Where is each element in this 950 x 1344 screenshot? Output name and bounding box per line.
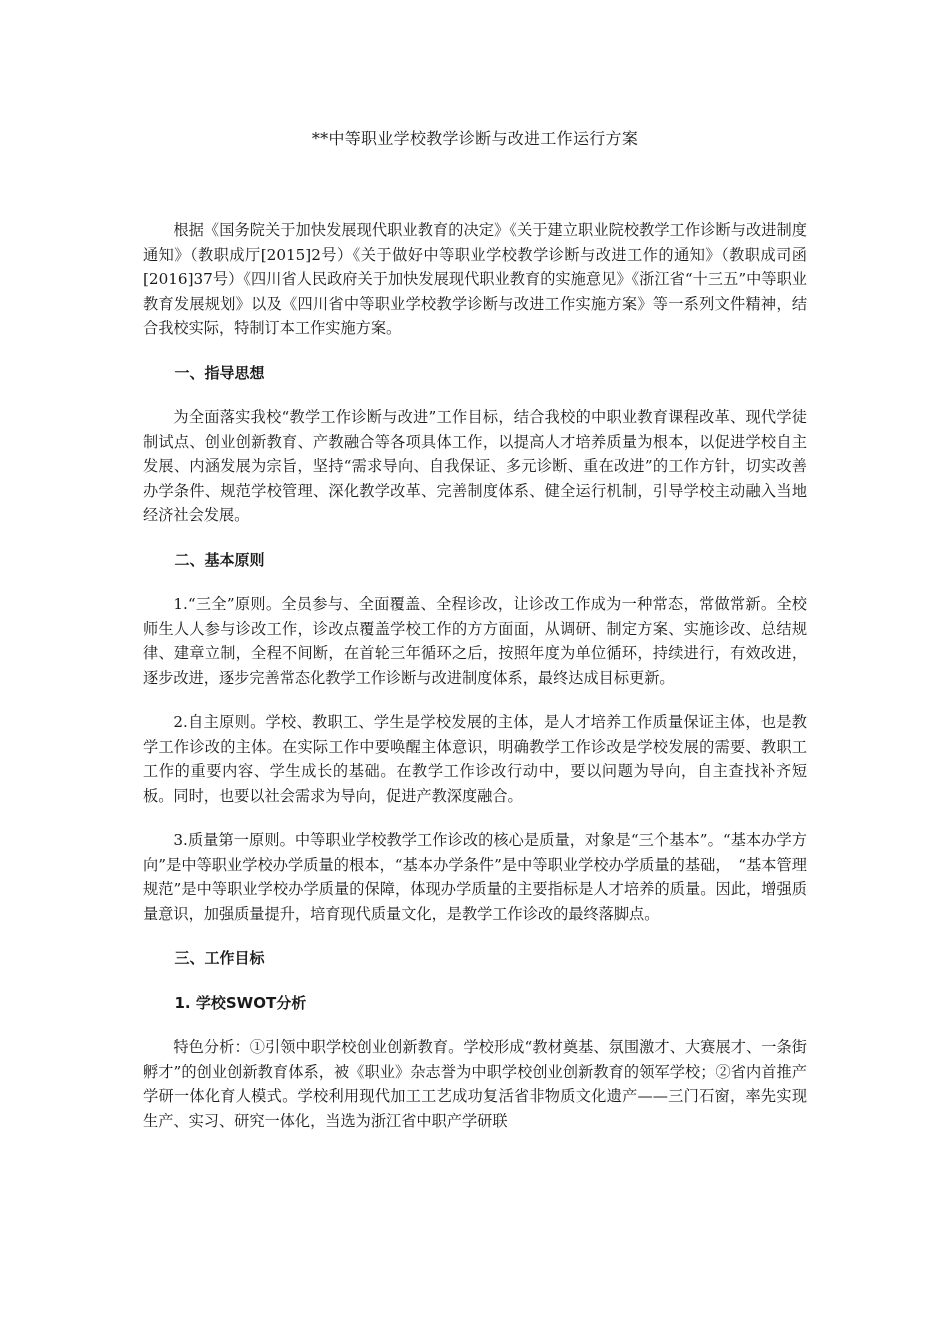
principle-paragraph-3: 3.质量第一原则。中等职业学校教学工作诊改的核心是质量，对象是“三个基本”。“基本办学方向”是中等职业学校办学质量的根本，“基本办学条件”是中等职业学校办学质量的基础， “基本管理规范”是中等职业学校办学质量的保障，体现办学质量的主要指标是人才培养的质量。因此，增强质量意识，加强质量提升，培育现代质量文化，是教学工作诊改的最终落脚点。 (143, 831, 807, 923)
section-heading-basic-principles: 二、基本原则 (174, 550, 265, 569)
subsection-heading-swot: 1. 学校SWOT分析 (174, 993, 307, 1012)
section1-paragraph: 为全面落实我校“教学工作诊断与改进”工作目标，结合我校的中职业教育课程改革、现代学徒制试点、创业创新教育、产教融合等各项具体工作，以提高人才培养质量为根本，以促进学校自主发展、内涵发展为宗旨，坚持“需求导向、自我保证、多元诊断、重在改进”的工作方针，切实改善办学条件、规范学校管理、深化教学改革、完善制度体系、健全运行机制，引导学校主动融入当地经济社会发展。 (143, 408, 807, 524)
principle-paragraph-2: 2.自主原则。学校、教职工、学生是学校发展的主体，是人才培养工作质量保证主体，也是教学工作诊改的主体。在实际工作中要唤醒主体意识，明确教学工作诊改是学校发展的需要、教职工工作的重要内容、学生成长的基础。在教学工作诊改行动中，要以问题为导向，自主查找补齐短板。同时，也要以社会需求为导向，促进产教深度融合。 (143, 713, 807, 805)
document-title: **中等职业学校教学诊断与改进工作运行方案 (311, 129, 639, 148)
section-heading-guiding-ideology: 一、指导思想 (174, 363, 265, 382)
document-body (143, 218, 807, 1133)
swot-paragraph: 特色分析：①引领中职学校创业创新教育。学校形成“教材奠基、氛围激才、大赛展才、一条街孵才”的创业创新教育体系，被《职业》杂志誉为中职学校创业创新教育的领军学校；②省内首推产学研一体化育人模式。学校利用现代加工工艺成功复活省非物质文化遗产——三门石窗，率先实现生产、实习、研究一体化，当选为浙江省中职产学研联 (143, 1038, 807, 1130)
section-heading-work-goals: 三、工作目标 (174, 949, 265, 967)
intro-paragraph: 根据《国务院关于加快发展现代职业教育的决定》《关于建立职业院校教学工作诊断与改进制度通知》（教职成厅[2015]2号）《关于做好中等职业学校教学诊断与改进工作的通知》（教职成司函[2016]37号）《四川省人民政府关于加快发展现代职业教育的实施意见》《浙江省“十三五”中等职业教育发展规划》以及《四川省中等职业学校教学诊断与改进工作实施方案》等一系列文件精神，结合我校实际，特制订本工作实施方案。 (143, 221, 807, 337)
principle-paragraph-1: 1.“三全”原则。全员参与、全面覆盖、全程诊改，让诊改工作成为一种常态，常做常新。全校师生人人参与诊改工作，诊改点覆盖学校工作的方方面面，从调研、制定方案、实施诊改、总结规律、建章立制，全程不间断，在首轮三年循环之后，按照年度为单位循环，持续进行，有效改进，逐步改进，逐步完善常态化教学工作诊断与改进制度体系，最终达成目标更新。 (143, 595, 807, 687)
